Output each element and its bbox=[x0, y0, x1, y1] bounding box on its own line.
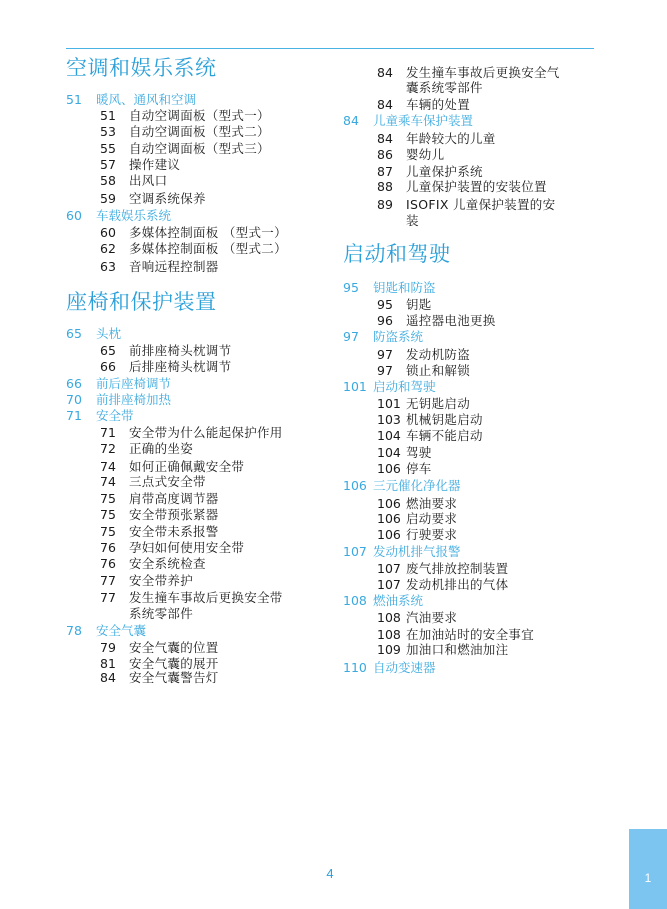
toc-page-number: 53 bbox=[100, 124, 116, 139]
toc-entry-title: 发动机排气报警 bbox=[373, 544, 461, 559]
toc-page-number: 84 bbox=[377, 97, 393, 112]
toc-entry-title: 自动空调面板（型式二） bbox=[129, 124, 270, 139]
toc-page-number: 106 bbox=[377, 496, 401, 511]
toc-section-entry[interactable] bbox=[66, 208, 171, 224]
toc-entry-title: 遥控器电池更换 bbox=[406, 313, 496, 328]
toc-page-number: 108 bbox=[343, 593, 367, 608]
toc-entry[interactable] bbox=[377, 65, 560, 81]
toc-section-entry[interactable] bbox=[66, 392, 171, 408]
toc-page-number: 70 bbox=[66, 392, 82, 407]
toc-page-number: 71 bbox=[100, 425, 116, 440]
toc-entry-title: 前排座椅加热 bbox=[96, 392, 172, 407]
toc-section-entry[interactable] bbox=[343, 660, 436, 676]
toc-entry-title: 自动空调面板（型式三） bbox=[129, 141, 270, 156]
toc-page-number: 103 bbox=[377, 412, 401, 427]
toc-entry-title: 装 bbox=[406, 213, 419, 228]
toc-entry-title: 发生撞车事故后更换安全带 bbox=[129, 590, 283, 605]
toc-entry-title: 安全带预张紧器 bbox=[129, 507, 219, 522]
toc-page-number: 84 bbox=[100, 670, 116, 685]
toc-page-number: 75 bbox=[100, 524, 116, 539]
toc-entry[interactable] bbox=[100, 474, 206, 490]
toc-section-entry[interactable] bbox=[343, 478, 461, 494]
toc-entry[interactable] bbox=[377, 527, 457, 543]
toc-entry-title: 发动机排出的气体 bbox=[406, 577, 509, 592]
toc-page-number: 106 bbox=[377, 511, 401, 526]
toc-entry[interactable] bbox=[100, 425, 283, 441]
toc-entry[interactable] bbox=[377, 511, 457, 527]
toc-entry-title: 发生撞车事故后更换安全气 bbox=[406, 65, 560, 80]
toc-entry[interactable] bbox=[100, 225, 287, 241]
toc-entry-title: 自动空调面板（型式一） bbox=[129, 108, 270, 123]
toc-entry-title: 出风口 bbox=[129, 173, 168, 188]
toc-page-number: 107 bbox=[343, 544, 367, 559]
toc-section-entry[interactable] bbox=[66, 376, 171, 392]
toc-page-number: 57 bbox=[100, 157, 116, 172]
toc-page-number: 72 bbox=[100, 441, 116, 456]
toc-page-number: 75 bbox=[100, 491, 116, 506]
toc-entry-title: 安全气囊警告灯 bbox=[129, 670, 219, 685]
toc-entry[interactable] bbox=[377, 97, 470, 113]
toc-entry-title: 后排座椅头枕调节 bbox=[129, 359, 232, 374]
toc-entry-title: 启动要求 bbox=[406, 511, 458, 526]
toc-page-number: 65 bbox=[100, 343, 116, 358]
toc-entry-title: 汽油要求 bbox=[406, 610, 458, 625]
toc-page-number: 60 bbox=[66, 208, 82, 223]
toc-entry[interactable] bbox=[377, 610, 457, 626]
toc-entry-title: 安全带为什么能起保护作用 bbox=[129, 425, 283, 440]
toc-page-number: 101 bbox=[377, 396, 401, 411]
toc-entry[interactable] bbox=[377, 131, 496, 147]
toc-entry[interactable] bbox=[100, 491, 219, 507]
toc-page-number: 89 bbox=[377, 197, 393, 212]
toc-entry-title: 驾驶 bbox=[406, 445, 432, 460]
toc-entry[interactable] bbox=[100, 590, 283, 606]
toc-entry-title: 三点式安全带 bbox=[129, 474, 206, 489]
chapter-heading[interactable]: 启动和驾驶 bbox=[343, 242, 451, 266]
toc-page-number: 84 bbox=[343, 113, 359, 128]
toc-entry-title: 暖风、通风和空调 bbox=[96, 92, 197, 107]
toc-entry-title: 多媒体控制面板 （型式一） bbox=[129, 225, 287, 240]
toc-entry[interactable] bbox=[100, 108, 270, 124]
toc-page-number: 87 bbox=[377, 164, 393, 179]
toc-page-number: 108 bbox=[377, 627, 401, 642]
toc-entry[interactable] bbox=[100, 343, 231, 359]
toc-entry-title: 音响远程控制器 bbox=[129, 259, 219, 274]
toc-section-entry[interactable] bbox=[343, 329, 423, 345]
toc-page-number: 75 bbox=[100, 507, 116, 522]
toc-section-entry[interactable] bbox=[66, 326, 121, 342]
toc-entry-title: 孕妇如何使用安全带 bbox=[129, 540, 245, 555]
toc-page-number: 79 bbox=[100, 640, 116, 655]
toc-entry-title: 机械钥匙启动 bbox=[406, 412, 483, 427]
toc-page-number: 108 bbox=[377, 610, 401, 625]
toc-entry[interactable] bbox=[377, 164, 483, 180]
toc-entry-title: 加油口和燃油加注 bbox=[406, 642, 509, 657]
toc-entry[interactable] bbox=[100, 540, 244, 556]
toc-entry[interactable] bbox=[100, 524, 219, 540]
toc-page-number: 59 bbox=[100, 191, 116, 206]
toc-page-number: 110 bbox=[343, 660, 367, 675]
toc-section-entry[interactable] bbox=[343, 379, 436, 395]
toc-entry[interactable] bbox=[377, 561, 508, 577]
chapter-tab-number: 1 bbox=[644, 871, 652, 885]
toc-entry[interactable] bbox=[377, 297, 432, 313]
toc-entry-title: 肩带高度调节器 bbox=[129, 491, 219, 506]
toc-entry[interactable] bbox=[377, 396, 470, 412]
toc-page-number: 66 bbox=[66, 376, 82, 391]
toc-entry-title: 燃油系统 bbox=[373, 593, 424, 608]
toc-page-number: 81 bbox=[100, 656, 116, 671]
toc-entry[interactable] bbox=[100, 241, 287, 257]
toc-page-number: 101 bbox=[343, 379, 367, 394]
toc-page-number: 95 bbox=[377, 297, 393, 312]
toc-entry-title: 前后座椅调节 bbox=[96, 376, 172, 391]
toc-entry-title: 停车 bbox=[406, 461, 432, 476]
toc-page-number: 71 bbox=[66, 408, 82, 423]
toc-entry-title: 安全带养护 bbox=[129, 573, 194, 588]
toc-entry-title: ISOFIX 儿童保护装置的安 bbox=[406, 197, 556, 212]
toc-page-number: 84 bbox=[377, 65, 393, 80]
toc-entry-title: 正确的坐姿 bbox=[129, 441, 194, 456]
toc-page-number: 109 bbox=[377, 642, 401, 657]
toc-entry[interactable] bbox=[100, 173, 167, 189]
toc-page-number: 106 bbox=[377, 461, 401, 476]
toc-page-number: 95 bbox=[343, 280, 359, 295]
toc-page-number: 104 bbox=[377, 428, 401, 443]
toc-page-number: 84 bbox=[377, 131, 393, 146]
toc-entry[interactable] bbox=[377, 363, 470, 379]
toc-page-number: 77 bbox=[100, 590, 116, 605]
toc-entry[interactable] bbox=[100, 141, 270, 157]
toc-section-entry[interactable] bbox=[343, 280, 436, 296]
toc-entry[interactable] bbox=[377, 496, 457, 512]
toc-page-number: 88 bbox=[377, 179, 393, 194]
toc-entry[interactable] bbox=[100, 191, 206, 207]
toc-entry-title: 在加油站时的安全事宜 bbox=[406, 627, 535, 642]
toc-entry[interactable] bbox=[100, 670, 219, 686]
toc-entry-title: 钥匙和防盗 bbox=[373, 280, 436, 295]
toc-page-number: 63 bbox=[100, 259, 116, 274]
toc-entry-title: 安全带 bbox=[96, 408, 134, 423]
toc-entry-title: 安全带未系报警 bbox=[129, 524, 219, 539]
toc-entry-title: 防盗系统 bbox=[373, 329, 424, 344]
toc-page-number: 65 bbox=[66, 326, 82, 341]
toc-page-number: 74 bbox=[100, 474, 116, 489]
toc-entry[interactable] bbox=[100, 259, 219, 275]
toc-page-number: 97 bbox=[377, 363, 393, 378]
toc-entry[interactable] bbox=[377, 179, 547, 195]
toc-entry[interactable] bbox=[100, 124, 270, 140]
toc-entry[interactable] bbox=[377, 577, 508, 593]
toc-entry-title: 启动和驾驶 bbox=[373, 379, 436, 394]
chapter-tab[interactable] bbox=[629, 829, 667, 909]
toc-page-number: 107 bbox=[377, 577, 401, 592]
toc-page-number: 51 bbox=[66, 92, 82, 107]
toc-page-number: 96 bbox=[377, 313, 393, 328]
toc-section-entry[interactable] bbox=[66, 92, 196, 108]
toc-page-number: 107 bbox=[377, 561, 401, 576]
toc-entry-continuation bbox=[406, 213, 419, 229]
toc-entry-title: 车辆的处置 bbox=[406, 97, 471, 112]
toc-entry-title: 无钥匙启动 bbox=[406, 396, 471, 411]
toc-entry-title: 多媒体控制面板 （型式二） bbox=[129, 241, 287, 256]
toc-page-number: 62 bbox=[100, 241, 116, 256]
toc-entry[interactable] bbox=[377, 428, 483, 444]
toc-entry[interactable] bbox=[377, 461, 432, 477]
toc-entry[interactable] bbox=[377, 313, 496, 329]
toc-entry-title: 安全气囊 bbox=[96, 623, 147, 638]
toc-entry[interactable] bbox=[377, 445, 432, 461]
toc-entry-title: 自动变速器 bbox=[373, 660, 436, 675]
toc-entry[interactable] bbox=[100, 459, 244, 475]
chapter-heading[interactable]: 空调和娱乐系统 bbox=[66, 56, 217, 80]
toc-page-number: 76 bbox=[100, 556, 116, 571]
toc-entry[interactable] bbox=[377, 412, 483, 428]
toc-entry-title: 系统零部件 bbox=[129, 606, 194, 621]
toc-entry-title: 儿童保护装置的安装位置 bbox=[406, 179, 547, 194]
toc-entry[interactable] bbox=[377, 627, 534, 643]
toc-page-number: 74 bbox=[100, 459, 116, 474]
toc-page-number: 66 bbox=[100, 359, 116, 374]
toc-entry-title: 头枕 bbox=[96, 326, 122, 341]
toc-entry-title: 废气排放控制装置 bbox=[406, 561, 509, 576]
toc-entry-title: 车辆不能启动 bbox=[406, 428, 483, 443]
toc-entry[interactable] bbox=[377, 642, 508, 658]
toc-entry-title: 安全气囊的展开 bbox=[129, 656, 219, 671]
toc-entry[interactable] bbox=[377, 197, 555, 213]
toc-entry[interactable] bbox=[377, 147, 444, 163]
toc-page-number: 60 bbox=[100, 225, 116, 240]
toc-entry-title: 囊系统零部件 bbox=[406, 80, 483, 95]
toc-entry-title: 儿童乘车保护装置 bbox=[373, 113, 474, 128]
toc-page-number: 104 bbox=[377, 445, 401, 460]
toc-entry[interactable] bbox=[100, 441, 193, 457]
toc-entry-title: 锁止和解锁 bbox=[406, 363, 471, 378]
toc-entry-title: 燃油要求 bbox=[406, 496, 458, 511]
header-rule bbox=[66, 48, 594, 49]
toc-entry-title: 安全系统检查 bbox=[129, 556, 206, 571]
toc-entry-title: 安全气囊的位置 bbox=[129, 640, 219, 655]
toc-entry-continuation bbox=[129, 606, 193, 622]
toc-page-number: 76 bbox=[100, 540, 116, 555]
toc-page-number: 77 bbox=[100, 573, 116, 588]
toc-entry-title: 操作建议 bbox=[129, 157, 181, 172]
toc-entry-continuation bbox=[406, 80, 483, 96]
toc-entry-title: 行驶要求 bbox=[406, 527, 458, 542]
toc-entry[interactable] bbox=[100, 359, 231, 375]
toc-page-number: 51 bbox=[100, 108, 116, 123]
toc-entry[interactable] bbox=[377, 347, 470, 363]
toc-page-number: 106 bbox=[343, 478, 367, 493]
toc-entry[interactable] bbox=[100, 507, 219, 523]
toc-entry[interactable] bbox=[100, 640, 219, 656]
toc-entry[interactable] bbox=[100, 157, 180, 173]
toc-section-entry[interactable] bbox=[343, 593, 423, 609]
toc-entry-title: 前排座椅头枕调节 bbox=[129, 343, 232, 358]
toc-section-entry[interactable] bbox=[66, 408, 134, 424]
toc-page-number: 97 bbox=[377, 347, 393, 362]
toc-section-entry[interactable] bbox=[343, 113, 473, 129]
toc-entry[interactable] bbox=[100, 556, 206, 572]
toc-entry-title: 儿童保护系统 bbox=[406, 164, 483, 179]
toc-page-number: 106 bbox=[377, 527, 401, 542]
toc-entry-title: 三元催化净化器 bbox=[373, 478, 461, 493]
toc-entry-title: 空调系统保养 bbox=[129, 191, 206, 206]
toc-entry-title: 钥匙 bbox=[406, 297, 432, 312]
chapter-heading[interactable]: 座椅和保护装置 bbox=[66, 290, 217, 314]
toc-entry-title: 年龄较大的儿童 bbox=[406, 131, 496, 146]
toc-page-number: 55 bbox=[100, 141, 116, 156]
toc-page-number: 86 bbox=[377, 147, 393, 162]
toc-entry-title: 婴幼儿 bbox=[406, 147, 445, 162]
toc-entry-title: 如何正确佩戴安全带 bbox=[129, 459, 245, 474]
toc-page-number: 58 bbox=[100, 173, 116, 188]
toc-page-number: 97 bbox=[343, 329, 359, 344]
toc-section-entry[interactable] bbox=[343, 544, 461, 560]
toc-entry-title: 车载娱乐系统 bbox=[96, 208, 172, 223]
page-number: 4 bbox=[326, 866, 334, 881]
toc-entry-title: 发动机防盗 bbox=[406, 347, 471, 362]
toc-entry[interactable] bbox=[100, 573, 193, 589]
toc-section-entry[interactable] bbox=[66, 623, 146, 639]
toc-page-number: 78 bbox=[66, 623, 82, 638]
